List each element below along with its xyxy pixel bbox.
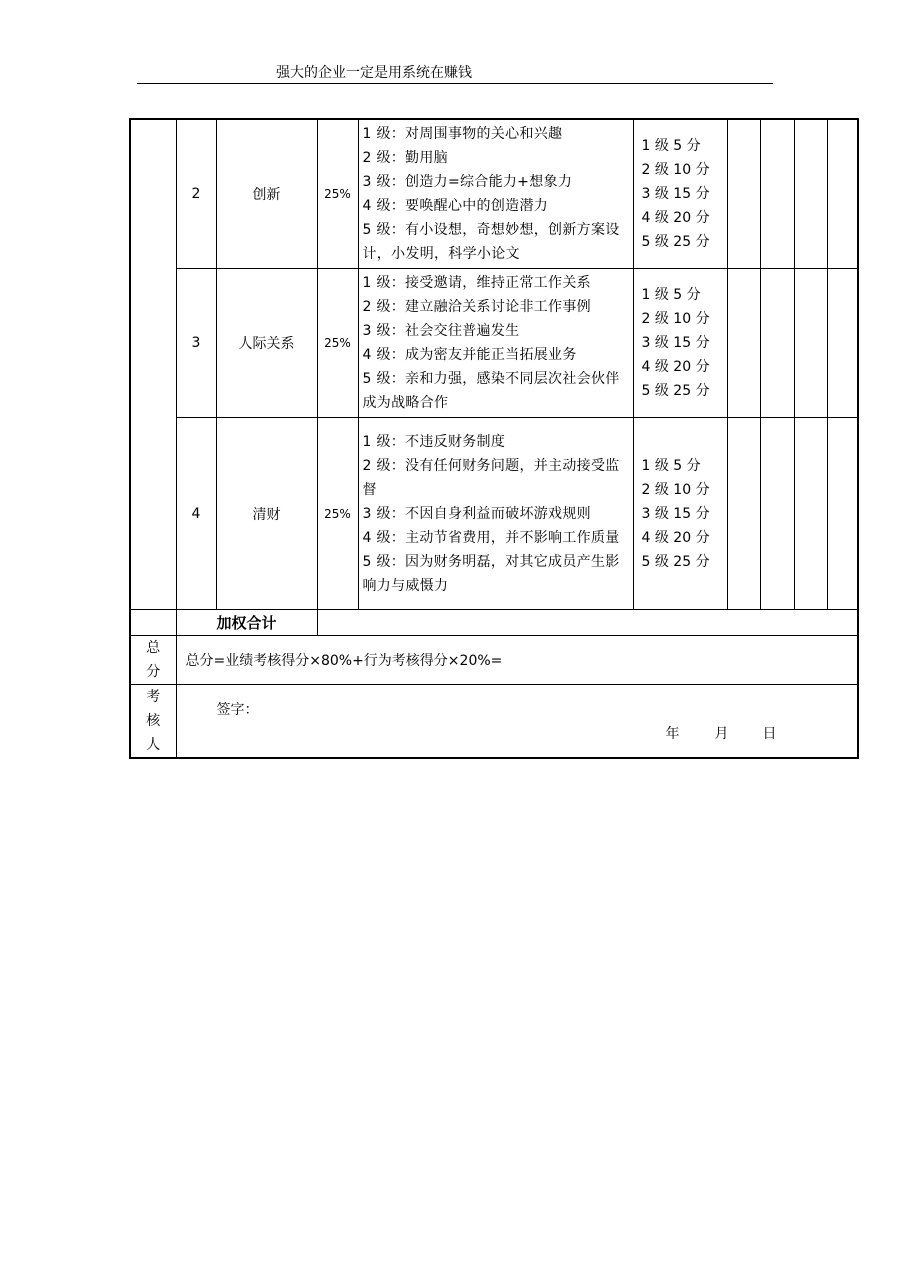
score-line: 2 级 10 分	[641, 481, 710, 498]
score-input-cell[interactable]	[794, 418, 827, 610]
table-row	[130, 418, 858, 610]
score-line: 5 级 25 分	[641, 383, 710, 399]
total-row	[130, 636, 858, 685]
score-line: 1 级 5 分	[641, 138, 701, 154]
level-line: 5 级：亲和力强，感染不同层次社会伙伴成为战略合作	[362, 371, 620, 411]
score-scale	[633, 269, 727, 418]
total-formula[interactable]: 总分=业绩考核得分×80%+行为考核得分×20%=	[176, 636, 858, 685]
level-line: 2 级：没有任何财务问题，并主动接受监督	[362, 457, 620, 498]
item-weight: 25%	[317, 418, 358, 610]
score-line: 3 级 15 分	[641, 186, 710, 202]
score-line: 5 级 25 分	[641, 234, 710, 250]
score-input-cell[interactable]	[760, 418, 794, 610]
item-weight: 25%	[317, 119, 358, 269]
evaluation-table	[129, 118, 859, 759]
score-line: 4 级 20 分	[641, 210, 710, 226]
score-line: 2 级 10 分	[641, 162, 710, 178]
level-line: 2 级：建立融洽关系讨论非工作事例	[362, 299, 591, 315]
item-weight: 25%	[317, 269, 358, 418]
level-line: 1 级：对周围事物的关心和兴趣	[362, 126, 563, 142]
score-line: 2 级 10 分	[641, 311, 710, 327]
score-line: 4 级 20 分	[641, 359, 710, 375]
category-cell	[130, 610, 176, 636]
score-input-cell[interactable]	[727, 269, 760, 418]
month-label: 月	[714, 726, 729, 742]
level-line: 4 级：要唤醒心中的创造潜力	[362, 198, 549, 214]
row-number: 3	[176, 269, 216, 418]
year-label: 年	[665, 726, 680, 742]
total-label: 总 分	[130, 636, 176, 685]
level-line: 4 级：成为密友并能正当拓展业务	[362, 347, 577, 363]
sign-label: 签字：	[216, 702, 259, 718]
score-input-cell[interactable]	[794, 119, 827, 269]
weighted-total-value[interactable]	[317, 610, 858, 636]
level-line: 3 级：不因自身利益而破坏游戏规则	[362, 505, 591, 522]
level-line: 3 级：创造力=综合能力+想象力	[362, 174, 573, 190]
item-name: 创新	[216, 119, 317, 269]
score-scale	[633, 418, 727, 610]
score-input-cell[interactable]	[794, 269, 827, 418]
weighted-total-row	[130, 610, 858, 636]
level-line: 5 级：有小设想，奇想妙想，创新方案设计，小发明，科学小论文	[362, 222, 620, 262]
level-description	[358, 269, 633, 418]
level-description	[358, 418, 633, 610]
score-input-cell[interactable]	[727, 119, 760, 269]
page-header	[137, 64, 773, 84]
reviewer-sign-cell[interactable]	[176, 685, 858, 759]
score-line: 3 级 15 分	[641, 505, 710, 522]
level-description	[358, 119, 633, 269]
score-line: 1 级 5 分	[641, 457, 701, 474]
level-line: 1 级：接受邀请，维持正常工作关系	[362, 275, 591, 291]
score-input-cell[interactable]	[827, 269, 858, 418]
reviewer-label: 考 核 人	[130, 685, 176, 759]
row-number: 2	[176, 119, 216, 269]
table-row	[130, 269, 858, 418]
score-input-cell[interactable]	[760, 269, 794, 418]
score-line: 1 级 5 分	[641, 287, 701, 303]
category-cell	[130, 119, 176, 610]
score-input-cell[interactable]	[827, 418, 858, 610]
reviewer-row	[130, 685, 858, 759]
header-title: 强大的企业一定是用系统在赚钱	[276, 65, 472, 81]
row-number: 4	[176, 418, 216, 610]
level-line: 1 级：不违反财务制度	[362, 433, 506, 450]
score-input-cell[interactable]	[727, 418, 760, 610]
item-name: 人际关系	[216, 269, 317, 418]
day-label: 日	[762, 726, 777, 742]
level-line: 2 级：勤用脑	[362, 150, 448, 166]
score-line: 5 级 25 分	[641, 553, 710, 570]
score-scale	[633, 119, 727, 269]
level-line: 4 级：主动节省费用，并不影响工作质量	[362, 529, 620, 546]
level-line: 3 级：社会交往普遍发生	[362, 323, 520, 339]
table-row	[130, 119, 858, 269]
score-input-cell[interactable]	[827, 119, 858, 269]
weighted-total-label: 加权合计	[176, 610, 317, 636]
item-name: 清财	[216, 418, 317, 610]
level-line: 5 级：因为财务明磊，对其它成员产生影响力与威慑力	[362, 553, 620, 594]
score-input-cell[interactable]	[760, 119, 794, 269]
score-line: 3 级 15 分	[641, 335, 710, 351]
score-line: 4 级 20 分	[641, 529, 710, 546]
